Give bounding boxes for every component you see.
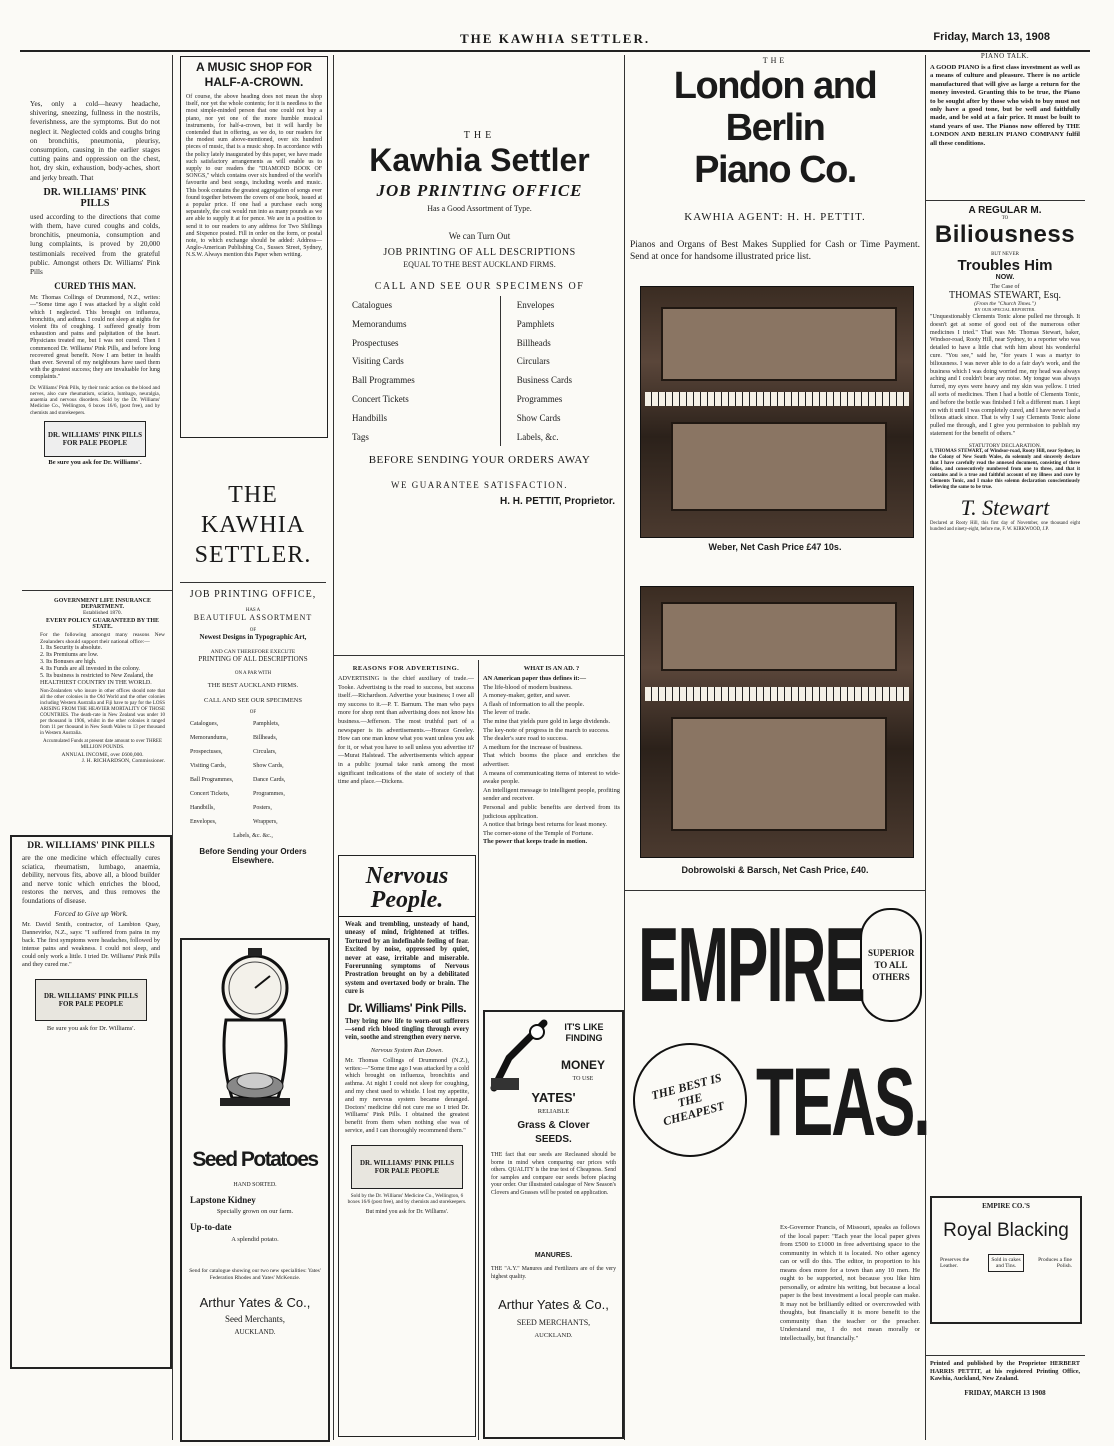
specimen-item: Pamphlets, bbox=[253, 721, 280, 727]
yates-name: YATES' bbox=[531, 1090, 576, 1105]
specimen-item: Catalogues, bbox=[190, 721, 219, 727]
section-rule bbox=[180, 582, 326, 583]
testimonial: Mr. Thomas Collings of Drummond, N.Z., writes:—"Some time ago I was attacked by a slight cold which I neglected. This brought on influenza, bronchitis, and asthma. I could not sleep at nights for violent fits of coughing. I suffered greatly from exhaustion and pains and palpitation of the heart. Physicians treated me, but I was not cured. Then I commenced Dr. Williams' Pink Pills, and before long recovered great benefit. Now I am better in health than ever. Several of my neighbours have used them with the greatest success; they are invaluable for lung complaints." bbox=[30, 295, 160, 381]
section-rule bbox=[624, 890, 925, 891]
insurance-established: Established 1870. bbox=[82, 610, 123, 616]
masthead bbox=[20, 28, 1090, 52]
settler-title: THE KAWHIA SETTLER. bbox=[194, 482, 312, 568]
piano-desc: Pianos and Organs of Best Makes Supplied for Cash or Time Payment. Send at once for handsome illustrated price list. bbox=[630, 240, 920, 262]
piano-company-name-1: London and Berlin bbox=[673, 65, 877, 149]
ad-tagline: Be sure you ask for Dr. Williams'. bbox=[48, 458, 142, 466]
column-rule bbox=[478, 660, 479, 1440]
bilious-troubles: Troubles Him bbox=[957, 257, 1053, 274]
section-rule bbox=[925, 1355, 1085, 1356]
settler-of2: OF bbox=[249, 710, 257, 715]
printing-office-ad bbox=[338, 130, 621, 580]
settler-call: CALL AND SEE OUR SPECIMENS bbox=[204, 697, 302, 704]
reason-item: 2. Its Premiums are low. bbox=[40, 652, 99, 658]
definition-line: That which booms the place and enriches the advertiser. bbox=[483, 752, 620, 768]
piano-upper-panel bbox=[661, 307, 897, 381]
definition-line: An intelligent message to intelligent people, profiting sender and receiver. bbox=[483, 786, 620, 803]
ad-subhead: Forced to Give up Work. bbox=[54, 908, 128, 918]
pill-box-label: DR. WILLIAMS' PINK PILLS FOR PALE PEOPLE bbox=[47, 430, 142, 447]
specimen-item: Billheads, bbox=[253, 735, 278, 741]
music-shop-body: Of course, the above heading does not mean the shop itself, nor yet the whole contents; for it is needless to the most simple-minded person that one could not buy a piano, nor yet one of the more humble musical instruments, for half-a-crown, but it will hardly be contended that in offering, as we do, to our readers for the modest sum above-mentioned, over six hundred pieces of music, that is a music shop. In accordance with the policy lately inaugurated by this paper, we have made such satisfactory arrangements as will enable us to supply to our readers the "DIAMOND BOOK OF SONGS," which contains over six hundred of the world's favourite and best songs, including words and music. This book contains the greatest aggregation of songs ever found together between the covers of one book, issued at a popular price. If one had a purchase each song separately, the cost would run into as many pounds as we are able to supply it at for pence. We are in a position to send it to our readers to any address for Two Shillings and Sixpence posted. Fill in order on the form, or postal note, to which exchange should be added: Address—Anglo-American Publishing Co., Sussex Street, Sydney, N.S.W. Always mention this Paper when writing. bbox=[186, 94, 322, 259]
yates-money: MONEY bbox=[560, 1058, 605, 1072]
ad-proprietor: H. H. PETTIT, Proprietor. bbox=[499, 496, 615, 508]
settler-best: THE BEST AUCKLAND FIRMS. bbox=[207, 682, 299, 689]
specimen-item: Circulars bbox=[516, 356, 550, 367]
column-rule bbox=[624, 55, 625, 1440]
specimen-item: Prospectuses, bbox=[190, 749, 223, 755]
seal-text-right: SUPERIOR TO ALL OTHERS bbox=[868, 948, 915, 982]
nervous-sold: Sold by the Dr. Williams' Medicine Co., Wellington, 6 boxes 16/6 (post free), and by chemists and storekeepers. bbox=[347, 1192, 467, 1206]
ad-def-title: WHAT IS AN AD. ? bbox=[523, 665, 580, 672]
piano-lower-panel bbox=[671, 422, 887, 511]
dobrowolski-caption: Dobrowolski & Barsch, Net Cash Price, £40. bbox=[681, 865, 869, 875]
nervous-subhead: Nervous System Run Down. bbox=[370, 1046, 444, 1054]
yates-to-use: TO USE bbox=[572, 1076, 594, 1082]
ad-call: CALL AND SEE OUR SPECIMENS OF bbox=[374, 281, 585, 292]
bilious-now: NOW. bbox=[995, 274, 1015, 281]
pill-box-label: DR. WILLIAMS' PINK PILLS FOR PALE PEOPLE bbox=[359, 1158, 454, 1175]
specimen-item: Show Cards, bbox=[253, 763, 284, 769]
specimen-item: Prospectuses bbox=[352, 337, 399, 348]
reasons-for-advertising bbox=[338, 665, 474, 787]
specimen-item: Handbills bbox=[352, 412, 387, 423]
pill-box-image bbox=[35, 979, 147, 1021]
reason-item: 5. Its business is restricted to New Zealand, the HEALTHIEST COUNTRY IN THE WORLD. bbox=[40, 673, 154, 686]
definition-line: The life-blood of modern business. bbox=[483, 683, 573, 691]
london-berlin-piano-ad bbox=[630, 56, 920, 856]
specimen-item: Tags bbox=[352, 431, 369, 442]
piano-company-name-2: Piano Co. bbox=[694, 149, 856, 191]
section-rule bbox=[22, 590, 172, 591]
blacking-footer bbox=[940, 1254, 1072, 1272]
ad-def-lines bbox=[483, 675, 620, 847]
nervous-body: They bring new life to worn-out sufferers—send rich blood tingling through every vein, soothe and strengthen every nerve. bbox=[345, 1017, 469, 1042]
piano-lower-panel bbox=[671, 717, 887, 831]
biliousness-ad bbox=[930, 205, 1080, 533]
bilious-but-never: BUT NEVER bbox=[991, 252, 1019, 257]
ad-equal: EQUAL TO THE BEST AUCKLAND FIRMS. bbox=[403, 260, 556, 269]
ad-body: used according to the directions that come with them, have cured coughs and colds, bronchitis, pneumonia, consumption and lung complaints, is proved by 20,000 testimonials received from the grateful public. Amongst others Dr. Williams' Pink Pills bbox=[30, 212, 160, 277]
piano-talk-title: PIANO TALK. bbox=[980, 52, 1030, 60]
specimen-item: Memorandums, bbox=[190, 735, 228, 741]
seed-grown: Specially grown on our farm. bbox=[216, 1208, 294, 1215]
ad-intro: Yes, only a cold—heavy headache, shivering, sneezing, fullness in the nostrils, feverishness, are the symptoms. But do not neglect it. Neglected colds and coughs bring on bronchitis, pneumonia, pleurisy, consumption, causing in the earlier stages cutting pains and oppression on the chest, hot, dry skin, exhaustion, body-aches, short and jerky breath. That bbox=[30, 100, 160, 182]
blacking-preserves: Preserves the Leather. bbox=[940, 1257, 970, 1269]
definition-line: The mine that yields pure gold in large dividends. bbox=[483, 717, 611, 725]
definition-line: The key-note of progress in the march to success. bbox=[483, 726, 610, 734]
brand-name: DR. WILLIAMS' PINK PILLS bbox=[43, 186, 147, 209]
reason-item: 4. Its Funds are all invested in the colony. bbox=[40, 666, 140, 672]
settler-par: ON A PAR WITH bbox=[234, 671, 272, 676]
pill-box-image bbox=[351, 1145, 463, 1189]
reasons-body: ADVERTISING is the chief auxiliary of trade.—Tooke. Advertising is the road to success, but success itself.—Richardson. Advertise your business; I owe all my success to it.—P. T. Barnum. The man who pays more for shop rent than advertising does not know his business.—Jefferson. The most truthful part of a newspaper is its advertisements.—Horace Greeley. How can one man know what you want unless you ask for it, or what you have to sell unless you advertise it?—Murat Halstead. The advertisements which appear in a public journal take rank among the most significant indications of the state of society of that time and place.—Dickens. bbox=[338, 675, 474, 786]
ad-before-sending: BEFORE SENDING YOUR ORDERS AWAY bbox=[368, 454, 591, 467]
pointing-hand-icon bbox=[489, 1018, 549, 1093]
nervous-brand: Dr. Williams' Pink Pills. bbox=[347, 1000, 467, 1015]
empire-word: EMPIRE bbox=[638, 907, 864, 1025]
nervous-intro: Weak and trembling, unsteady of hand, uneasy of mind, frightened at trifles. Tortured by an indefinable feeling of fear. Excited by noise, oppressed by quiet, never at ease, irritable and miserable. Forerunning symptoms of Nervous Prostration brought on by a debilitated system and overtaxed body or brain. The cure is bbox=[345, 921, 469, 996]
definition-line: Personal and public benefits are derived from its judicious application. bbox=[483, 803, 620, 820]
reason-item: 3. Its Bonuses are high. bbox=[40, 659, 97, 665]
music-shop-ad bbox=[180, 56, 328, 438]
ad-job-printing: JOB PRINTING OFFICE bbox=[376, 181, 583, 200]
seed-catalogue: Send for catalogue showing our two new specialities: Yates' Federation Rhodes and Yates' McKenzie. bbox=[189, 1268, 321, 1281]
bilious-signature: T. Stewart bbox=[960, 494, 1050, 520]
seed-sorted: HAND SORTED. bbox=[233, 1182, 277, 1188]
insurance-guarantee: EVERY POLICY GUARANTEED BY THE STATE. bbox=[45, 618, 160, 630]
specimen-item: Show Cards bbox=[516, 412, 561, 423]
issue-date: Friday, March 13, 1908 bbox=[933, 31, 1050, 43]
insurance-intro: For the following amongst many reasons New Zealanders should support their national office:— bbox=[40, 632, 165, 645]
bilious-declaration: I, THOMAS STEWART, of Windsor-road, Rooty Hill, near Sydney, in the Colony of New South Wales, do solemnly and sincerely declare that I have carefully read the annexed document, consisting of three folios, and consecutively numbered from one to three, and that it contains and is a true and faithful account of my illness and cure by Clements Tonic, and I make this solemn declaration conscientiously believing the same to be true. bbox=[930, 448, 1080, 490]
yates-manures-body: THE "A.Y." Manures and Fertilizers are of the very highest quality. bbox=[491, 1266, 616, 1280]
column-rule bbox=[333, 55, 334, 1440]
music-shop-title: A MUSIC SHOP FOR HALF-A-CROWN. bbox=[195, 60, 312, 89]
settler-printing: PRINTING OF ALL DESCRIPTIONS bbox=[198, 655, 308, 663]
specimen-item: Ball Programmes bbox=[352, 375, 415, 386]
yates-its-like: IT'S LIKE FINDING bbox=[564, 1022, 604, 1043]
weber-piano-image bbox=[640, 286, 914, 538]
seed-potatoes-ad bbox=[180, 938, 330, 1442]
definition-line: A money-maker, getter, and saver. bbox=[483, 692, 571, 700]
bilious-declaration-title: STATUTORY DECLARATION. bbox=[968, 442, 1042, 449]
settler-footer: Before Sending your Orders Elsewhere. bbox=[199, 847, 307, 865]
blacking-name: Royal Blacking bbox=[943, 1220, 1069, 1241]
yates-manures: MANURES. bbox=[534, 1252, 573, 1259]
settler-designs: Newest Designs in Typographic Art, bbox=[199, 633, 307, 641]
nervous-title: Nervous People. bbox=[339, 864, 475, 917]
specimen-columns bbox=[352, 296, 572, 446]
definition-line: The dealer's sure road to success. bbox=[483, 735, 568, 743]
definition-line: The corner-stone of the Temple of Fortune. bbox=[483, 829, 594, 837]
testimonial: Mr. David Smith, contractor, of Lambton Quay, Dannevirke, N.Z., says: "I suffered from pains in my back. The first symptoms were headaches, followed by intense pains and weakness. I could not sleep, and could only work a little. I tried Dr. Williams' Pink Pills and they cured me." bbox=[22, 920, 160, 968]
governor-body: Ex-Governor Francis, of Missouri, speaks as follows of the local paper: "Each year the local paper gives from £500 to £1000 in free advertising space to the community in which it is located. No other agency can or will do this. The editor, in proportion to his means does more for a town than any 10 men. He ought to be supported, not because you like him personally, or admire his writing, but because a local paper is the best investment a local people can make. It may not be brilliantly edited or overcrowded with thoughts, but financially it is more benefit to the community than the teacher or the preacher. Understand me, I do not mean morally or intellectually, but financially." bbox=[780, 1224, 920, 1342]
specimen-right bbox=[500, 296, 572, 446]
specimen-item: Visiting Cards bbox=[352, 356, 404, 367]
nervous-tagline: But mind you ask for Dr. Williams'. bbox=[365, 1209, 449, 1216]
specimen-item: Wrappers, bbox=[253, 819, 278, 825]
newspaper-title: THE KAWHIA SETTLER. bbox=[460, 31, 651, 46]
insurance-signatory: J. H. RICHARDSON, Commissioner. bbox=[81, 758, 165, 764]
seed-potato: A splendid potato. bbox=[231, 1236, 279, 1243]
definition-line: A medium for the increase of business. bbox=[483, 743, 583, 751]
specimen-item: Handbills, bbox=[190, 805, 215, 811]
definition-line: A notice that brings best returns for least money. bbox=[483, 821, 607, 829]
seed-company: Arthur Yates & Co., bbox=[199, 1295, 311, 1310]
settler-job-printing bbox=[180, 480, 326, 865]
ad-assortment: Has a Good Assortment of Type. bbox=[427, 204, 532, 213]
blacking-sold: Sold in cakes and Tins. bbox=[988, 1254, 1024, 1272]
piano-keyboard bbox=[645, 687, 909, 701]
blacking-header: EMPIRE CO.'S bbox=[982, 1202, 1030, 1210]
specimen-item: Concert Tickets bbox=[352, 393, 409, 404]
seed-trade: Seed Merchants, bbox=[225, 1314, 285, 1324]
ad-footer: Dr. Williams' Pink Pills, by their tonic action on the blood and nerves, also cure rheumatism, sciatica, lumbago, neuralgia, anaemia and nervous disorders. Sold by the Dr. Williams' Medicine Co., Wellington, 6 boxes 16/6, (post free), and by chemists and storekeepers. bbox=[30, 384, 160, 416]
piano-talk bbox=[930, 52, 1080, 148]
ad-tagline: Be sure you ask for Dr. Williams'. bbox=[46, 1024, 136, 1032]
yates-trade: SEED MERCHANTS, bbox=[516, 1318, 591, 1327]
bilious-by: BY OUR SPECIAL REPORTER. bbox=[974, 307, 1036, 312]
definition-line: A means of communicating items of interest to wide-awake people. bbox=[483, 769, 620, 786]
dobrowolski-piano-image bbox=[640, 586, 914, 858]
specimen-item: Programmes, bbox=[253, 791, 285, 797]
yates-grass: Grass & Clover bbox=[517, 1120, 590, 1131]
column-rule bbox=[925, 55, 926, 1440]
specimen-item: Business Cards bbox=[516, 375, 572, 386]
yates-grass-seed-ad bbox=[483, 1010, 624, 1439]
definition-line: The lever of trade. bbox=[483, 709, 531, 717]
imprint-body: Printed and published by the Proprietor HERBERT HARRIS PETTIT, at his registered Printing Office, Kawhia, Auckland, New Zealand. bbox=[930, 1360, 1080, 1383]
specimen-item: Posters, bbox=[253, 805, 272, 811]
specimen-item: Catalogues bbox=[352, 300, 392, 310]
piano-the: THE bbox=[762, 56, 788, 65]
bilious-word: Biliousness bbox=[934, 221, 1076, 248]
scale-illustration bbox=[212, 948, 298, 1113]
seed-city: AUCKLAND. bbox=[234, 1328, 276, 1336]
best-cheapest-seal bbox=[620, 1030, 760, 1170]
yates-company: Arthur Yates & Co., bbox=[498, 1297, 609, 1312]
specimen-item: Envelopes, bbox=[190, 819, 217, 825]
ad-descriptions: JOB PRINTING OF ALL DESCRIPTIONS bbox=[383, 247, 576, 258]
ad-newspaper-name: Kawhia Settler bbox=[369, 142, 590, 178]
governor-quote bbox=[780, 1224, 920, 1343]
imprint-date: FRIDAY, MARCH 13 1908 bbox=[964, 1388, 1046, 1397]
definition-line: The power that keeps trade in motion. bbox=[483, 838, 588, 846]
section-rule bbox=[925, 200, 1085, 201]
bilious-regular: A REGULAR M. bbox=[968, 205, 1042, 216]
bilious-to: TO bbox=[1001, 216, 1009, 221]
insurance-reasons bbox=[40, 645, 165, 687]
specimen-item: Circulars, bbox=[253, 749, 277, 755]
piano-upper-panel bbox=[661, 602, 897, 671]
hand-illustration bbox=[489, 1018, 549, 1093]
insurance-body: Non-Zealanders who insure in other offices should note that all the other colonies in the Old World and the other colonies including Western Australia and Fiji have to pay for the LOSS ARISING FROM THE HEAVIER MORTALITY OF THOSE COUNTRIES. The death-rate in New Zealand was under 10 per thousand in 1906, whilst in the other colonies it ranged from 11 per thousand in New South Wales to 13 per thousand in Western Australia. bbox=[40, 689, 165, 736]
yates-body: THE fact that our seeds are Recleaned should be borne in mind when comparing our prices with others. QUALITY is the true test of Cheapness. Send for samples and compare our seeds before placing your order. Our illustrated catalogue of New Season's Clovers and Grasses will be posted on application. bbox=[491, 1152, 616, 1196]
specimen-list bbox=[180, 721, 326, 825]
weber-caption: Weber, Net Cash Price £47 10s. bbox=[708, 542, 842, 552]
specimen-item: Memorandums bbox=[352, 318, 407, 329]
settler-labels: Labels, &c. &c., bbox=[233, 833, 273, 839]
nervous-people-ad bbox=[338, 855, 476, 1437]
insurance-funds: Accumulated Funds at present date amount to over THREE MILLION POUNDS. bbox=[42, 739, 163, 750]
ad-the: THE bbox=[463, 130, 496, 141]
specimen-left bbox=[352, 296, 415, 446]
settler-subtitle: JOB PRINTING OFFICE, bbox=[189, 589, 317, 600]
pill-box-image bbox=[44, 421, 146, 457]
brand-name: DR. WILLIAMS' PINK PILLS bbox=[27, 841, 155, 851]
piano-agent: KAWHIA AGENT: H. H. PETTIT. bbox=[684, 211, 866, 223]
bilious-body: "Unquestionably Clements Tonic alone pulled me through. It doesn't get at some of good out of the numerous other medicines I tried." That was Mr. Thomas Stewart, baker, Windsor-road, Rooty Hill, near Sydney, to a reporter who was detailed to have a little chat with him about his wonderful cure. "You see," said he, "for years I was a martyr to biliousness. I was never able to do a fair day's work, and the business which I was doing worried me, my head was always aching and I couldn't bear any noise. My tongue was always furred, my eyes were heavy and my skin was yellow. I tried all sorts of medicines. Then I had a bottle of Clements Tonic, and before the bottle was finished I felt a different man. I kept on with it until I was completely cured, and I have never had a bilious attack since. That is why I say Clements Tonic alone pulled me through, and I give you permission to publish my statement for the benefit of others." bbox=[930, 314, 1080, 437]
definition-line: AN American paper thus defines it:— bbox=[483, 675, 587, 682]
what-is-an-ad bbox=[483, 665, 620, 847]
definition-line: A flash of information to all the people. bbox=[483, 700, 585, 708]
settler-of: OF bbox=[249, 628, 257, 633]
pill-box-label: DR. WILLIAMS' PINK PILLS FOR PALE PEOPLE bbox=[43, 991, 138, 1008]
insurance-title: GOVERNMENT LIFE INSURANCE DEPARTMENT. bbox=[54, 598, 151, 610]
royal-blacking-ad bbox=[930, 1196, 1082, 1324]
ad-body: are the one medicine which effectually cures sciatica, rheumatism, lumbago, anaemia, debility, nervous fits, above all, a blood builder and nerve tonic which enriches the blood, restores the nerves, and thus removes the foundations of disease. bbox=[22, 854, 160, 905]
specimen-item: Programmes bbox=[516, 393, 563, 404]
specimen-item: Billheads bbox=[516, 337, 551, 348]
specimen-item: Dance Cards, bbox=[253, 777, 286, 783]
piano-talk-body: A GOOD PIANO is a first class investment as well as a means of culture and pleasure. There is no article manufactured that will give as large a return for the money invested. Granting this to be true, the Piano to be sought after by those who wish to buy must not only have a good tone, but be well and faithfully made, and be sold at a fair price. It must be built to stand years of use. The Pianos now offered by THE LONDON AND BERLIN PIANO COMPANY fulfil all these conditions. bbox=[930, 64, 1080, 147]
yates-reliable: RELIABLE bbox=[537, 1108, 570, 1115]
pink-pills-ad-2 bbox=[10, 835, 172, 1369]
ad-guarantee: WE GUARANTEE SATISFACTION. bbox=[390, 480, 569, 491]
imprint bbox=[930, 1360, 1080, 1397]
specimen-item: Concert Tickets, bbox=[190, 791, 230, 797]
pink-pills-ad bbox=[30, 100, 160, 466]
specimen-item: Ball Programmes, bbox=[190, 777, 234, 783]
nervous-testimonial: Mr. Thomas Collings of Drummond (N.Z.), writes:—"Some time ago I was attacked by a cold which brought on influenza, bronchitis and asthma. At night I could not sleep for coughing, and my chest used to whistle. I lost my appetite, and my nervous system became deranged. Doctors' medicine did not cure me so I tried Dr. Williams' Pink Pills. I obtained the greatest benefit from them when nothing else was of service, and I can thoroughly recommend them." bbox=[345, 1056, 469, 1135]
section-rule bbox=[333, 655, 624, 656]
empire-teas-ad bbox=[628, 898, 929, 1188]
ad-turn-out: We can Turn Out bbox=[448, 231, 511, 241]
seed-uptodate: Up-to-date bbox=[190, 1222, 232, 1232]
bilious-witness: Declared at Rooty Hill, this first day of November, one thousand eight hundred and ninety-eight, before me, F. W. KIRKWOOD, J.P. bbox=[930, 520, 1080, 532]
yates-seeds: SEEDS. bbox=[535, 1134, 572, 1145]
seed-variety: Lapstone Kidney bbox=[190, 1195, 256, 1205]
bilious-case: The Case of bbox=[990, 284, 1020, 290]
column-rule bbox=[172, 55, 173, 1440]
specimen-item: Labels, &c. bbox=[516, 431, 559, 442]
yates-city: AUCKLAND. bbox=[534, 1332, 573, 1339]
bilious-from: (From the "Church Times.") bbox=[974, 301, 1036, 307]
specimen-item: Pamphlets bbox=[516, 318, 555, 329]
specimen-item: Envelopes bbox=[516, 300, 555, 310]
bilious-name: THOMAS STEWART, Esq. bbox=[949, 290, 1061, 301]
settler-execute: AND CAN THEREFORE EXECUTE bbox=[210, 649, 296, 655]
insurance-income: ANNUAL INCOME, over £600,000. bbox=[61, 752, 144, 758]
seal-text-left: THE BEST IS THE CHEAPEST bbox=[649, 1070, 726, 1129]
piano-keyboard bbox=[645, 392, 909, 406]
superior-seal bbox=[860, 908, 922, 1022]
reasons-title: REASONS FOR ADVERTISING. bbox=[352, 665, 460, 672]
ad-subhead: CURED THIS MAN. bbox=[54, 281, 136, 292]
specimen-item: Visiting Cards, bbox=[190, 763, 226, 769]
blacking-produces: Produces a fine Polish. bbox=[1038, 1257, 1072, 1269]
seed-potatoes-title: Seed Potatoes bbox=[192, 1148, 318, 1171]
reason-item: 1. Its Security is absolute. bbox=[40, 645, 102, 651]
insurance-notice bbox=[40, 598, 165, 764]
teas-word: TEAS. bbox=[756, 1049, 929, 1157]
settler-assortment: BEAUTIFUL ASSORTMENT bbox=[193, 613, 313, 622]
weighing-scale-icon bbox=[212, 948, 298, 1113]
settler-has: HAS A bbox=[245, 608, 261, 613]
